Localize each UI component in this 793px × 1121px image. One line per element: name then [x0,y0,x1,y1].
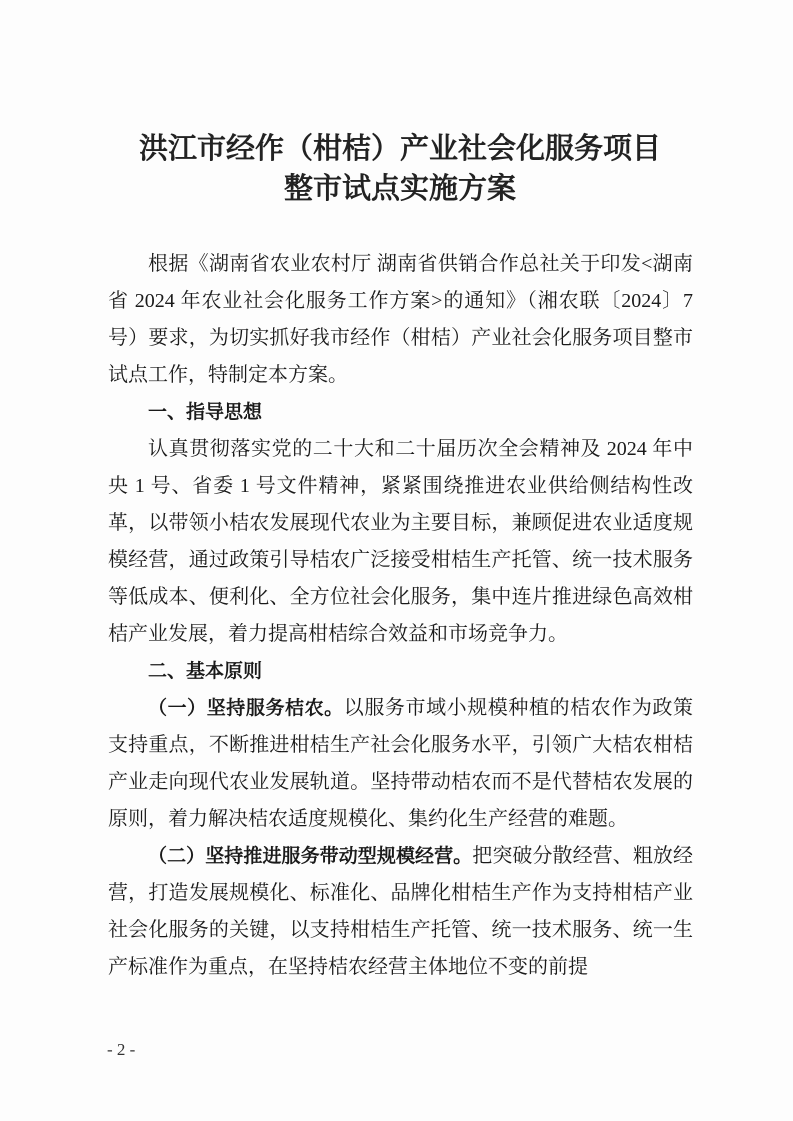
section1-paragraph: 认真贯彻落实党的二十大和二十届历次全会精神及 2024 年中央 1 号、省委 1 号文件精神，紧紧围绕推进农业供给侧结构性改革，以带领小桔农发展现代农业为主要目标，兼顾促进农业适度规模经营，通过政策引导桔农广泛接受柑桔生产托管、统一技术服务等低成本、便利化、全方位社会化服务，集中连片推进绿色高效柑桔产业发展，着力提高柑桔综合效益和市场竞争力。 [108,438,693,645]
document-title [60,128,740,208]
principle-1-lead: （一）坚持服务桔农。 [148,697,344,719]
intro-paragraph: 根据《湖南省农业农村厅 湖南省供销合作总社关于印发<湖南省 2024 年农业社会化服务工作方案>的通知》（湘农联〔2024〕7号）要求，为切实抓好我市经作（柑桔）产业社会化服务项目整市试点工作，特制定本方案。 [108,253,693,386]
document-body [108,246,693,986]
document-title-line1: 洪江市经作（柑桔）产业社会化服务项目 [138,131,661,165]
document-title-line2: 整市试点实施方案 [283,171,516,205]
principle-2-paragraph [108,838,693,986]
principle-2-lead: （二）坚持推进服务带动型规模经营。 [148,845,473,867]
section2-heading: 二、基本原则 [148,660,263,682]
page-number: - 2 - [107,1040,136,1059]
principle-2-text: 把突破分散经营、粗放经营，打造发展规模化、标准化、品牌化柑桔生产作为支持柑桔产业社会化服务的关键，以支持柑桔生产托管、统一技术服务、统一生产标准作为重点，在坚持桔农经营主体地位不变的前提 [108,845,694,978]
principle-1-text: 以服务市域小规模种植的桔农作为政策支持重点，不断推进柑桔生产社会化服务水平，引领广大桔农柑桔产业走向现代农业发展轨道。坚持带动桔农而不是代替桔农发展的原则，着力解决桔农适度规模化、集约化生产经营的难题。 [108,697,693,830]
section1-heading: 一、指导思想 [148,401,263,423]
principle-1-paragraph [108,690,693,838]
